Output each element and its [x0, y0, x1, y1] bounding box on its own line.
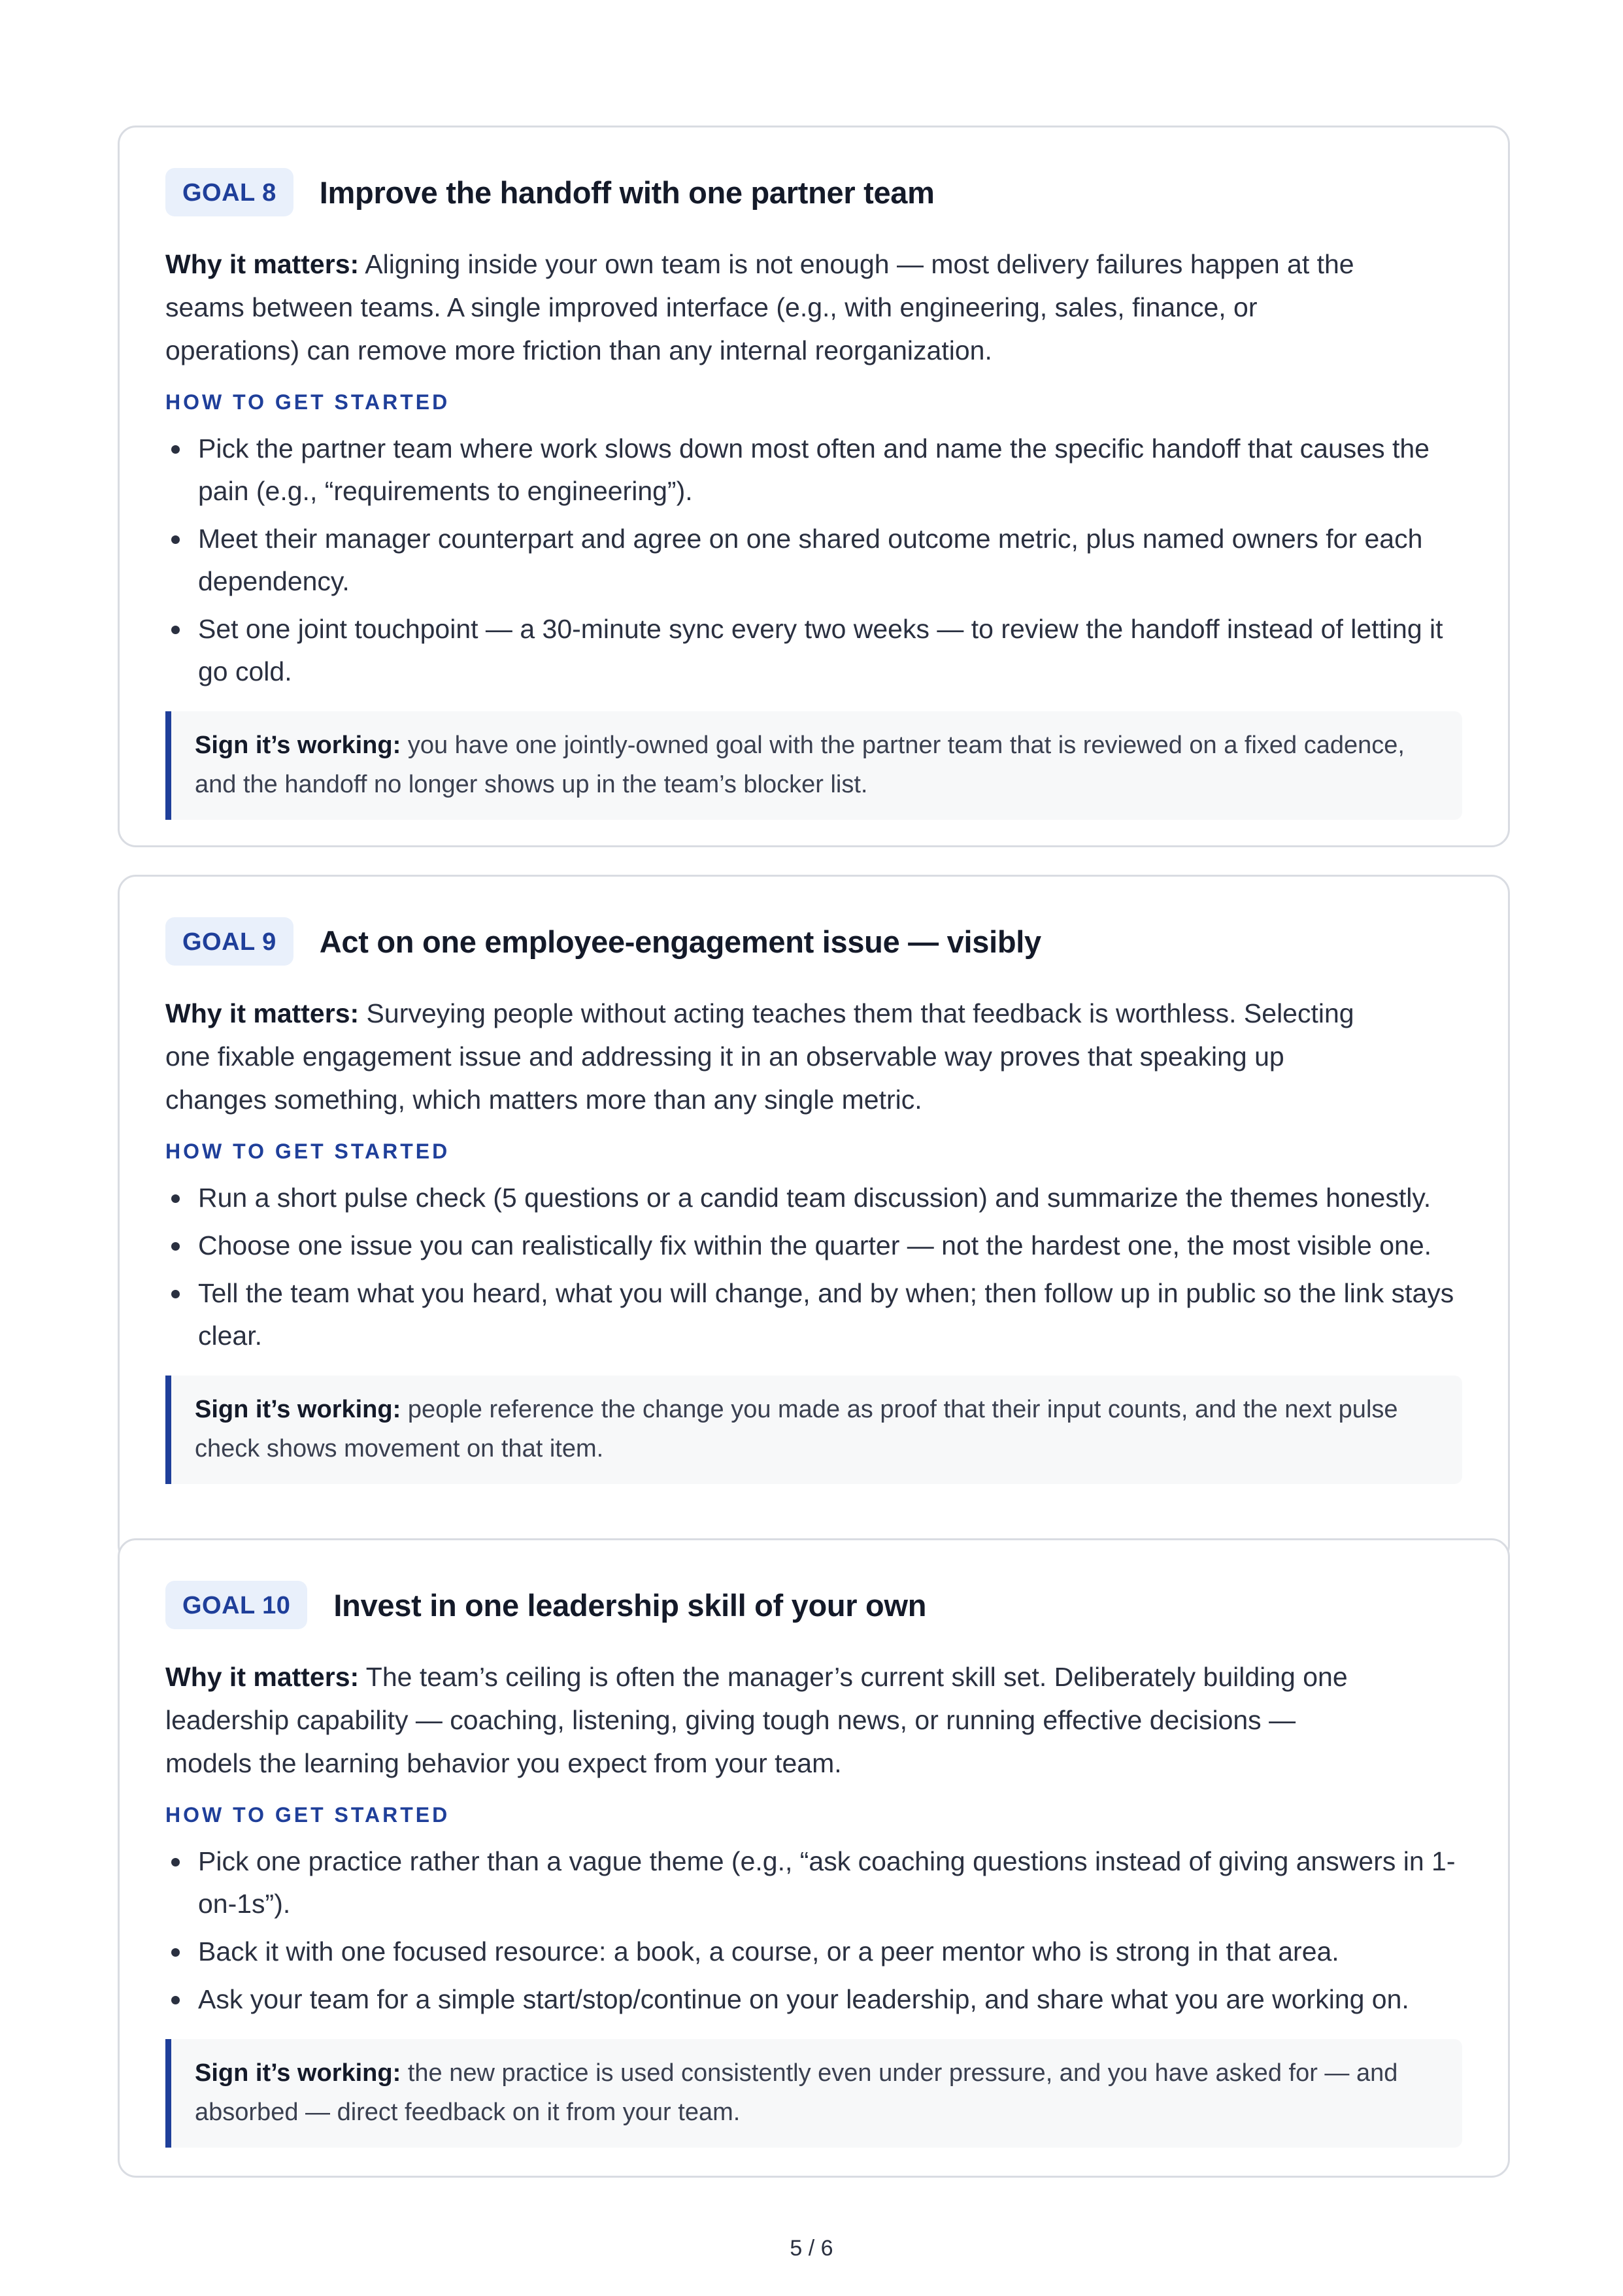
sign-its-working-callout	[165, 1376, 1462, 1484]
why-text: Aligning inside your own team is not enough — most delivery failures happen at the seams between teams. A single improved interface (e.g., with engineering, sales, finance, or operations) can remove more friction than any internal reorganization.	[165, 249, 1354, 365]
how-to-get-started-heading: HOW TO GET STARTED	[165, 1803, 450, 1827]
bullet-icon	[171, 1194, 180, 1203]
why-text: Surveying people without acting teaches them that feedback is worthless. Selecting one fixable engagement issue and addressing it in an observable way proves that speaking up changes something, which matters more than any single metric.	[165, 998, 1354, 1115]
list-item	[165, 1177, 1462, 1219]
sign-label: Sign it’s working:	[195, 732, 401, 759]
why-it-matters	[165, 992, 1362, 1121]
goal-card	[118, 1538, 1510, 2178]
goal-card	[118, 875, 1510, 1564]
goal-header	[165, 168, 1462, 216]
step-text: Choose one issue you can realistically fix within the quarter — not the hardest one, the most visible one.	[198, 1230, 1432, 1260]
list-item	[165, 1931, 1462, 1973]
goal-title: Act on one employee-engagement issue — visibly	[319, 924, 1041, 959]
goal-card	[118, 126, 1510, 847]
goal-header	[165, 917, 1462, 966]
bullet-icon	[171, 626, 180, 634]
list-item	[165, 1224, 1462, 1267]
bullet-icon	[171, 445, 180, 454]
why-label: Why it matters:	[165, 1662, 360, 1692]
goal-badge: GOAL 8	[165, 168, 293, 216]
why-it-matters	[165, 1655, 1362, 1785]
bullet-icon	[171, 1242, 180, 1251]
bullet-icon	[171, 1290, 180, 1298]
step-text: Pick the partner team where work slows down most often and name the specific handoff that causes the pain (e.g., “requirements to engineering”).	[198, 433, 1430, 506]
step-text: Meet their manager counterpart and agree on one shared outcome metric, plus named owners for each dependency.	[198, 524, 1423, 596]
step-text: Set one joint touchpoint — a 30-minute sync every two weeks — to review the handoff instead of letting it go cold.	[198, 614, 1443, 686]
list-item	[165, 1978, 1462, 2021]
steps-list	[165, 428, 1462, 693]
sign-text: you have one jointly-owned goal with the partner team that is reviewed on a fixed cadence, and the handoff no longer shows up in the team’s blocker list.	[195, 732, 1405, 798]
how-to-get-started-heading: HOW TO GET STARTED	[165, 1140, 450, 1163]
step-text: Run a short pulse check (5 questions or a candid team discussion) and summarize the themes honestly.	[198, 1183, 1431, 1213]
sign-text: the new practice is used consistently even under pressure, and you have asked for — and absorbed — direct feedback on it from your team.	[195, 2059, 1398, 2126]
steps-list	[165, 1177, 1462, 1357]
bullet-icon	[171, 1858, 180, 1866]
bullet-icon	[171, 1996, 180, 2004]
steps-list	[165, 1840, 1462, 2021]
sign-its-working-callout	[165, 2039, 1462, 2148]
goal-badge: GOAL 9	[165, 917, 293, 966]
list-item	[165, 518, 1462, 603]
sign-text: people reference the change you made as proof that their input counts, and the next pulse check shows movement on that item.	[195, 1396, 1398, 1462]
list-item	[165, 1840, 1462, 1925]
bullet-icon	[171, 1948, 180, 1957]
why-label: Why it matters:	[165, 249, 360, 279]
step-text: Ask your team for a simple start/stop/continue on your leadership, and share what you are working on.	[198, 1984, 1409, 2014]
step-text: Tell the team what you heard, what you will change, and by when; then follow up in public so the link stays clear.	[198, 1278, 1454, 1351]
page-number: 5 / 6	[790, 2236, 833, 2261]
sign-label: Sign it’s working:	[195, 1396, 401, 1423]
bullet-icon	[171, 535, 180, 544]
how-to-get-started-heading: HOW TO GET STARTED	[165, 390, 450, 414]
sign-its-working-callout	[165, 711, 1462, 820]
list-item	[165, 1272, 1462, 1357]
goal-header	[165, 1581, 1462, 1629]
step-text: Back it with one focused resource: a book, a course, or a peer mentor who is strong in that area.	[198, 1936, 1339, 1967]
step-text: Pick one practice rather than a vague theme (e.g., “ask coaching questions instead of giving answers in 1-on-1s”).	[198, 1846, 1456, 1919]
why-text: The team’s ceiling is often the manager’s current skill set. Deliberately building one leadership capability — coaching, listening, giving tough news, or running effective decisions — models the learning behavior you expect from your team.	[165, 1662, 1348, 1778]
why-it-matters	[165, 243, 1362, 372]
sign-label: Sign it’s working:	[195, 2059, 401, 2087]
list-item	[165, 608, 1462, 693]
goal-title: Improve the handoff with one partner team	[319, 175, 935, 210]
list-item	[165, 428, 1462, 513]
why-label: Why it matters:	[165, 998, 360, 1028]
goal-badge: GOAL 10	[165, 1581, 307, 1629]
goal-title: Invest in one leadership skill of your own	[333, 1587, 927, 1623]
